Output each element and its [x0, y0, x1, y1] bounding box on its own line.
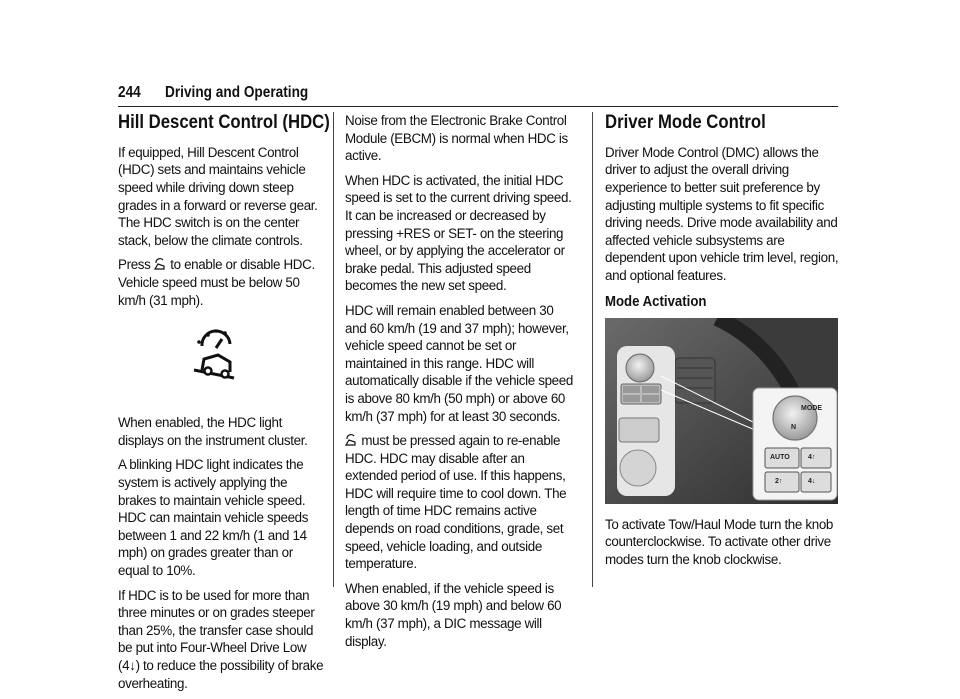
press-suffix: to enable or disable HDC. Vehicle speed must be below 50 km/h (31 mph). [118, 257, 315, 308]
column-divider [592, 112, 593, 587]
hdc-heading: Hill Descent Control (HDC) [118, 112, 330, 133]
four-low-glyph: ↓ [129, 657, 136, 673]
column-hdc [118, 112, 330, 699]
mode-knob-label: MODE [801, 404, 822, 412]
hdc-button-icon [154, 257, 166, 271]
hdc-light-paragraph: When enabled, the HDC light displays on the instrument cluster. [118, 415, 308, 448]
hdc-press-paragraph [118, 256, 324, 309]
ebcm-noise-paragraph: Noise from the Electronic Brake Control Module (EBCM) is normal when HDC is active. [345, 113, 568, 164]
dic-message-paragraph: When enabled, if the vehicle speed is above 30 km/h (19 mph) and below 60 km/h (37 mph), a DIC message will display. [345, 580, 562, 649]
tow-haul-paragraph: To activate Tow/Haul Mode turn the knob counterclockwise. To activate other drive modes turn the knob clockwise. [605, 516, 834, 567]
four-low-button-label: 4↓ [808, 477, 816, 485]
mode-activation-heading: Mode Activation [605, 292, 707, 310]
press-prefix: Press [118, 257, 151, 273]
page-number: 244 [118, 84, 141, 101]
column-hdc-continued [345, 112, 575, 657]
dmc-intro-paragraph: Driver Mode Control (DMC) allows the driver to adjust the overall driving experience to better suit preference by adjusting multiple systems to fit specific driving needs. Drive mode availability and affected vehicle subsystems are dependent upon vehicle trim level, region, and optional features. [605, 144, 839, 283]
mode-control-photo [605, 318, 838, 504]
hdc-intro-paragraph: If equipped, Hill Descent Control (HDC) sets and maintains vehicle speed while driving down steep grades in a forward or reverse gear. The HDC switch is on the center stack, below the climate controls. [118, 144, 318, 248]
two-high-button-label: 2↑ [775, 477, 783, 485]
duration-suffix: ) to reduce the possibility of brake overheating. [118, 657, 324, 691]
hdc-light-icon [190, 326, 250, 386]
duration-prefix: If HDC is to be used for more than three minutes or on grades steeper than 25%, the transfer case should be put into Four-Wheel Drive Low (4 [118, 587, 315, 673]
four-high-button-label: 4↑ [808, 453, 816, 461]
column-divider [333, 112, 334, 587]
neutral-label: N [791, 423, 797, 431]
page-header [118, 82, 838, 107]
hdc-reenable-paragraph [345, 432, 575, 573]
column-driver-mode [605, 112, 840, 575]
hdc-blinking-paragraph: A blinking HDC light indicates the system is actively applying the brakes to maintain vehicle speed. HDC can maintain vehicle speeds between 1 and 22 km/h (1 and 14 mph) on grades greater than or equal to 10%. [118, 457, 309, 578]
hdc-button-icon [345, 433, 357, 447]
auto-button-label: AUTO [770, 453, 790, 461]
driver-mode-heading: Driver Mode Control [605, 112, 766, 133]
hdc-duration-paragraph [118, 587, 324, 693]
hdc-speed-range-paragraph: HDC will remain enabled between 30 and 60 km/h (19 and 37 mph); however, vehicle speed cannot be set or maintained in this range. HDC will automatically disable if the vehicle speed is above 80 km/h (50 mph) or above 60 km/h (37 mph) for at least 30 seconds. [345, 302, 573, 424]
section-title: Driving and Operating [165, 84, 309, 101]
hdc-activation-paragraph: When HDC is activated, the initial HDC speed is set to the current driving speed. It can be increased or decreased by pressing +RES or SET- on the steering wheel, or by applying the accelerator or brake pedal. This adjusted speed becomes the new set speed. [345, 172, 572, 294]
hdc-indicator-figure [118, 316, 324, 408]
reenable-text: must be pressed again to re-enable HDC. HDC may disable after an extended period of use. If this happens, HDC will require time to cool down. The length of time HDC remains active depends on road conditions, grade, set speed, vehicle loading, and outside temperature. [345, 433, 567, 572]
